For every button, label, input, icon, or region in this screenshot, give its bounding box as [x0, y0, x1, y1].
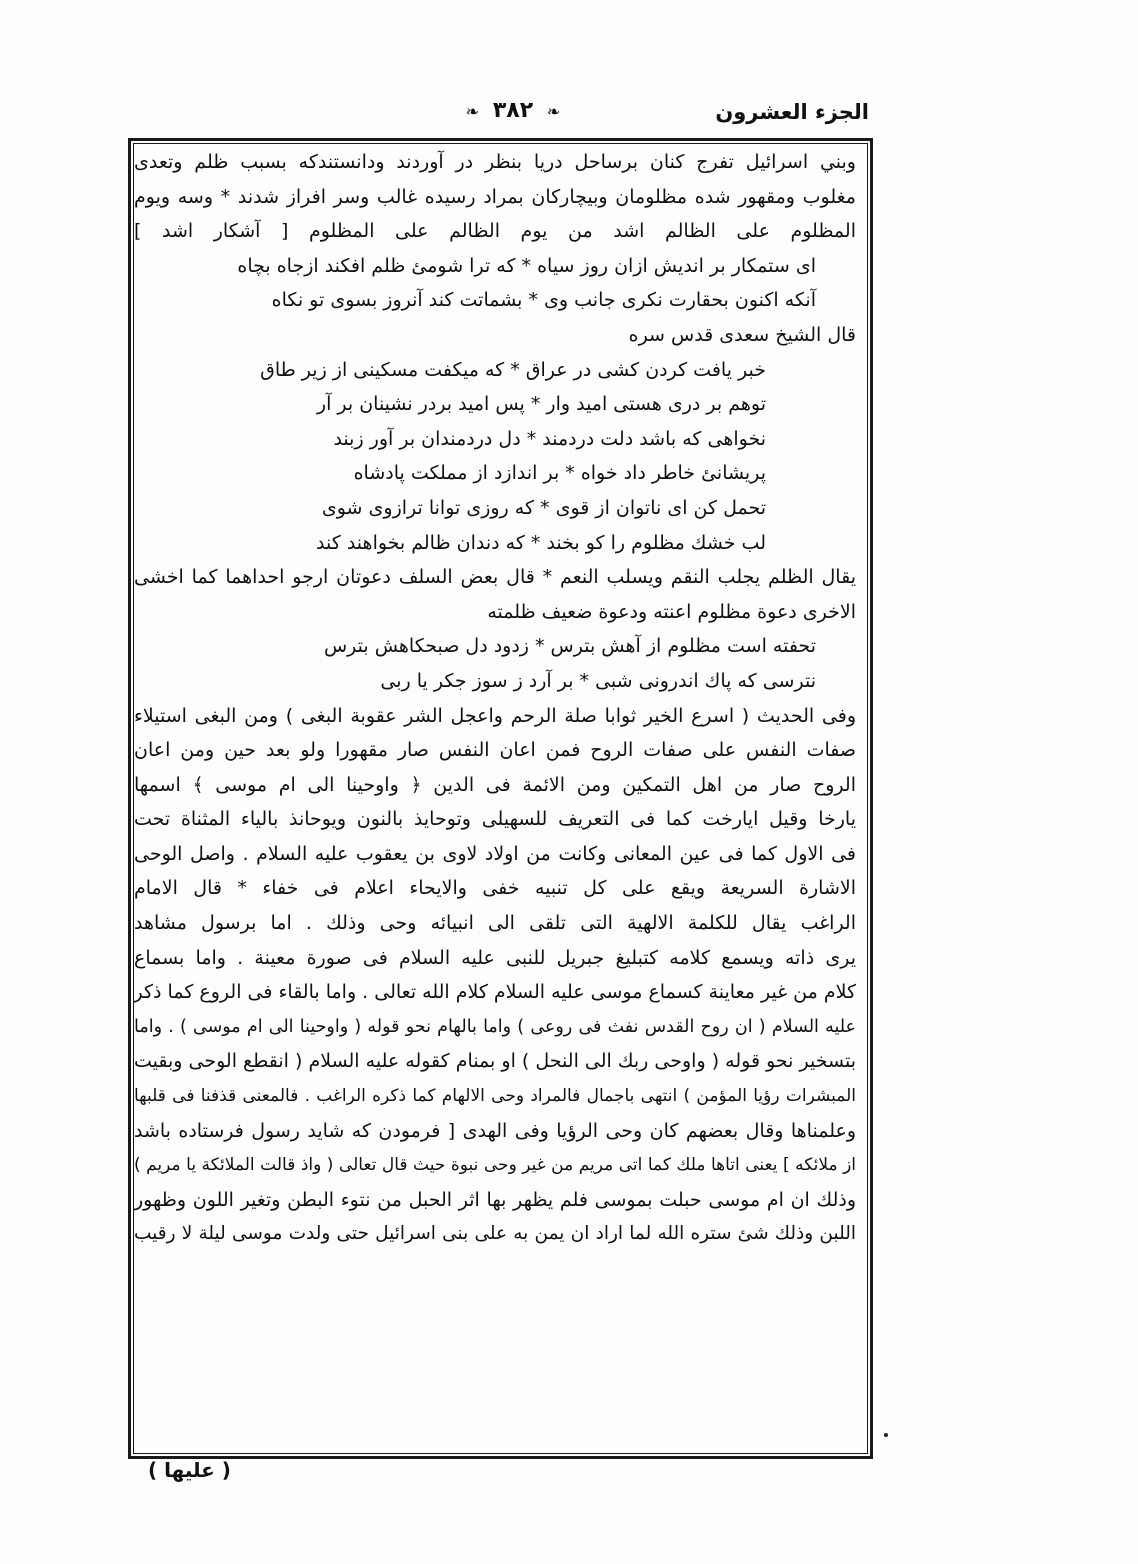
text-line: كلام من غير معاينة كسماع موسى عليه السلام كلام الله تعالى . واما بالقاء فى الروع كما ذكر — [134, 981, 856, 1004]
text-line: الراغب يقال للكلمة الالهية التى تلقى الى انبيائه وحى وذلك . اما برسول مشاهد — [134, 912, 856, 935]
text-line: وعلمناها وقال بعضهم كان وحى الرؤيا وفى الهدى [ فرمودن كه شايد رسول فرستاده باشد — [134, 1119, 856, 1142]
catchword: ( عليها ) — [148, 1458, 231, 1482]
text-line: المبشرات رؤيا المؤمن ) انتهى باجمال فالمراد وحى الالهام كما ذكره الراغب . فالمعنى قذفنا فى قلبها — [134, 1086, 856, 1107]
text-line: يقال الظلم يجلب النقم ويسلب النعم * قال بعض السلف دعوتان ارجو احداهما كما اخشى — [134, 566, 856, 589]
text-line: يرى ذاته ويسمع كلامه كتبليغ جبريل للنبى عليه السلام فى صورة معينة . واما بسماع — [134, 946, 856, 969]
verse-line: نخواهى كه باشد دلت دردمند * دل دردمندان بر آور زبند — [333, 427, 766, 450]
verse-line: خبر يافت كردن كشى در عراق * كه ميكفت مسكينى از زير طاق — [260, 358, 766, 381]
verse-line: لب خشك مظلوم را كو بخند * كه دندان ظالم بخواهند كند — [316, 531, 766, 554]
text-line: وفى الحديث ( اسرع الخير ثوابا صلة الرحم واعجل الشر عقوبة البغى ) ومن البغى استيلاء — [134, 704, 856, 727]
ornament-left-icon: ❧ — [465, 102, 480, 121]
verse-line: تحمل كن اى ناتوان از قوى * كه روزى توانا ترازوى شوى — [321, 496, 766, 519]
text-line: از ملائكه ] يعنى اتاها ملك كما اتى مريم من غير وحى نبوة حيث قال تعالى ( واذ قالت الملائكة يا مريم ) — [134, 1155, 856, 1176]
text-line: الاشارة السريعة ويقع على كل تنبيه خفى والايحاء اعلام فى خفاء * قال الامام — [134, 877, 856, 900]
text-body — [134, 145, 856, 1252]
part-title: الجزء العشرون — [715, 100, 869, 124]
text-line: عليه السلام ( ان روح القدس نفث فى روعى ) واما بالهام نحو قوله ( واوحينا الى ام موسى ) . واما — [134, 1016, 856, 1037]
margin-dot-icon — [884, 1433, 888, 1437]
verse-line: آنكه اكنون بحقارت نكرى جانب وى * بشماتت كند آنروز بسوى تو نكاه — [271, 289, 816, 312]
verse-line: توهم بر درى هستى اميد وار * پس اميد بردر نشينان بر آر — [316, 393, 766, 416]
text-line: وذلك ان ام موسى حبلت بموسى فلم يظهر بها اثر الحبل من نتوء البطن وتغير اللون وظهور — [134, 1188, 856, 1211]
text-line: اللبن وذلك شئ ستره الله لما اراد ان يمن به على بنى اسرائيل حتى ولدت موسى ليلة لا رقيب — [134, 1223, 856, 1245]
verse-line: اى ستمكار بر انديش ازان روز سياه * كه ترا شومئ ظلم افكند ازجاه بچاه — [237, 254, 816, 277]
verse-line: تحفته است مظلوم از آهش بترس * زدود دل صبحكاهش بترس — [323, 635, 816, 658]
text-line: الروح صار من اهل التمكين ومن الائمة فى الدين ﴿ واوحينا الى ام موسى ﴾ اسمها — [134, 773, 856, 796]
page-number-block — [428, 98, 598, 123]
text-line: يارخا وقيل ايارخت كما فى التعريف للسهيلى وتوحايذ بالنون ويوحانذ بالياء المثناة تحت — [134, 808, 856, 831]
ornament-right-icon: ❧ — [546, 102, 561, 121]
text-line: صفات النفس على صفات الروح فمن اعان النفس صار مقهورا ولو بعد حين ومن اعان — [134, 739, 856, 762]
page-number: ٣٨٢ — [492, 98, 534, 123]
text-line: بتسخير نحو قوله ( واوحى ربك الى النحل ) او بمنام كقوله عليه السلام ( انقطع الوحى وبقيت — [134, 1050, 856, 1073]
text-line: قال الشيخ سعدى قدس سره — [628, 323, 856, 346]
verse-line: نترسى كه پاك اندرونى شبى * بر آرد ز سوز جكر يا ربى — [380, 669, 816, 692]
text-line: المظلوم على الظالم اشد من يوم الظالم على المظلوم [ آشكار اشد ] — [134, 220, 856, 243]
text-line: الاخرى دعوة مظلوم اعنته ودعوة ضعيف ظلمته — [487, 600, 856, 623]
verse-line: پريشانئ خاطر داد خواه * بر اندازد از مملكت پادشاه — [353, 462, 766, 485]
page-header — [128, 96, 873, 136]
text-line: مغلوب ومقهور شده مظلومان وبيچاركان بمراد رسيده غالب وسر افراز شدند * وسه ويوم — [134, 185, 856, 208]
text-line: وبني اسرائيل تفرج كنان برساحل دريا بنظر در آوردند ودانستندكه بسبب ظلم وتعدى — [134, 151, 856, 173]
text-line: فى الاول كما فى عين المعانى وكانت من اولاد لاوى بن يعقوب عليه السلام . واصل الوحى — [134, 842, 856, 865]
